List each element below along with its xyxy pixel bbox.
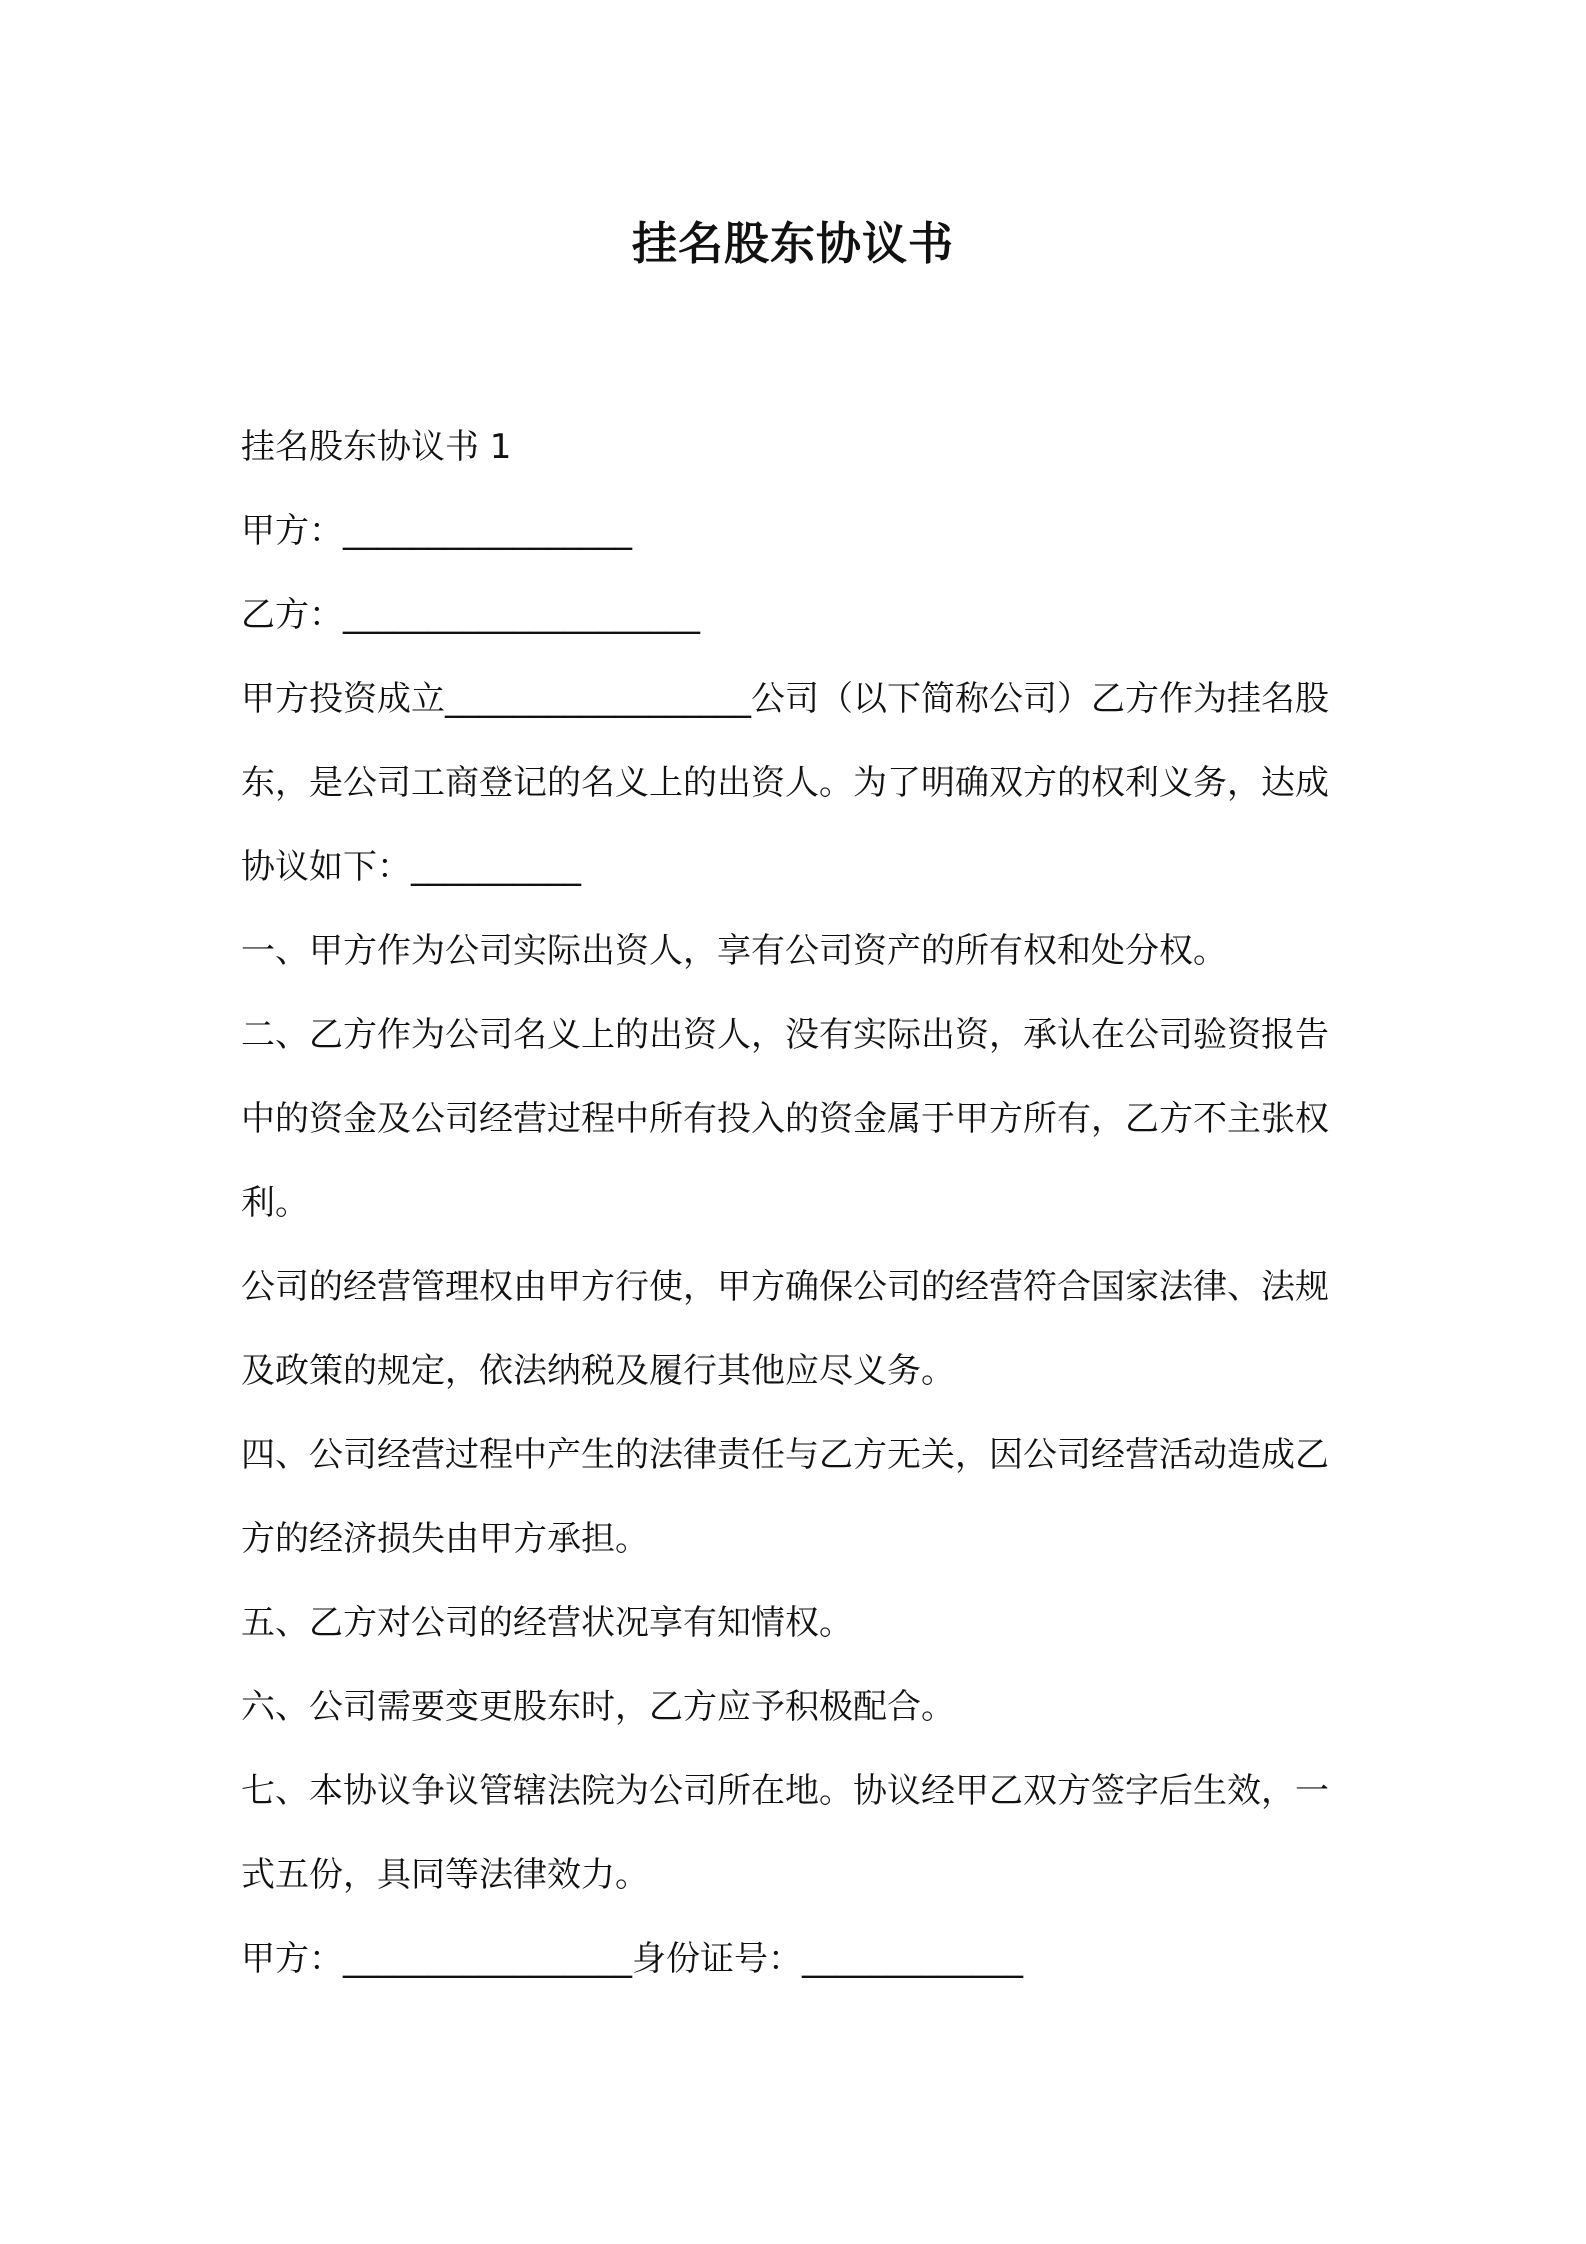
party-a-line: 甲方：_________________ (241, 511, 632, 551)
clause-1: 一、甲方作为公司实际出资人，享有公司资产的所有权和处分权。 (241, 931, 1227, 971)
signature-line: 甲方：_________________身份证号：_____________ (241, 1939, 1023, 1979)
clause-2: 二、乙方作为公司名义上的出资人，没有实际出资，承认在公司验资报告中的资金及公司经营过程中所有投入的资金属于甲方所有，乙方不主张权利。 (241, 1015, 1329, 1223)
clause-6: 六、公司需要变更股东时，乙方应予积极配合。 (241, 1687, 955, 1727)
clause-7: 七、本协议争议管辖法院为公司所在地。协议经甲乙双方签字后生效，一式五份，具同等法律效力。 (241, 1771, 1329, 1895)
subtitle-line: 挂名股东协议书 1 (241, 427, 512, 467)
clause-5: 五、乙方对公司的经营状况享有知情权。 (241, 1603, 853, 1643)
clause-4: 四、公司经营过程中产生的法律责任与乙方无关，因公司经营活动造成乙方的经济损失由甲方承担。 (241, 1435, 1329, 1559)
party-b-line: 乙方：_____________________ (241, 595, 700, 635)
clause-3: 公司的经营管理权由甲方行使，甲方确保公司的经营符合国家法律、法规及政策的规定，依法纳税及履行其他应尽义务。 (241, 1267, 1329, 1391)
document-title: 挂名股东协议书 (631, 217, 954, 270)
preamble-paragraph: 甲方投资成立__________________公司（以下简称公司）乙方作为挂名股东，是公司工商登记的名义上的出资人。为了明确双方的权利义务，达成协议如下：__________ (241, 679, 1329, 887)
document-body (241, 405, 1361, 2001)
